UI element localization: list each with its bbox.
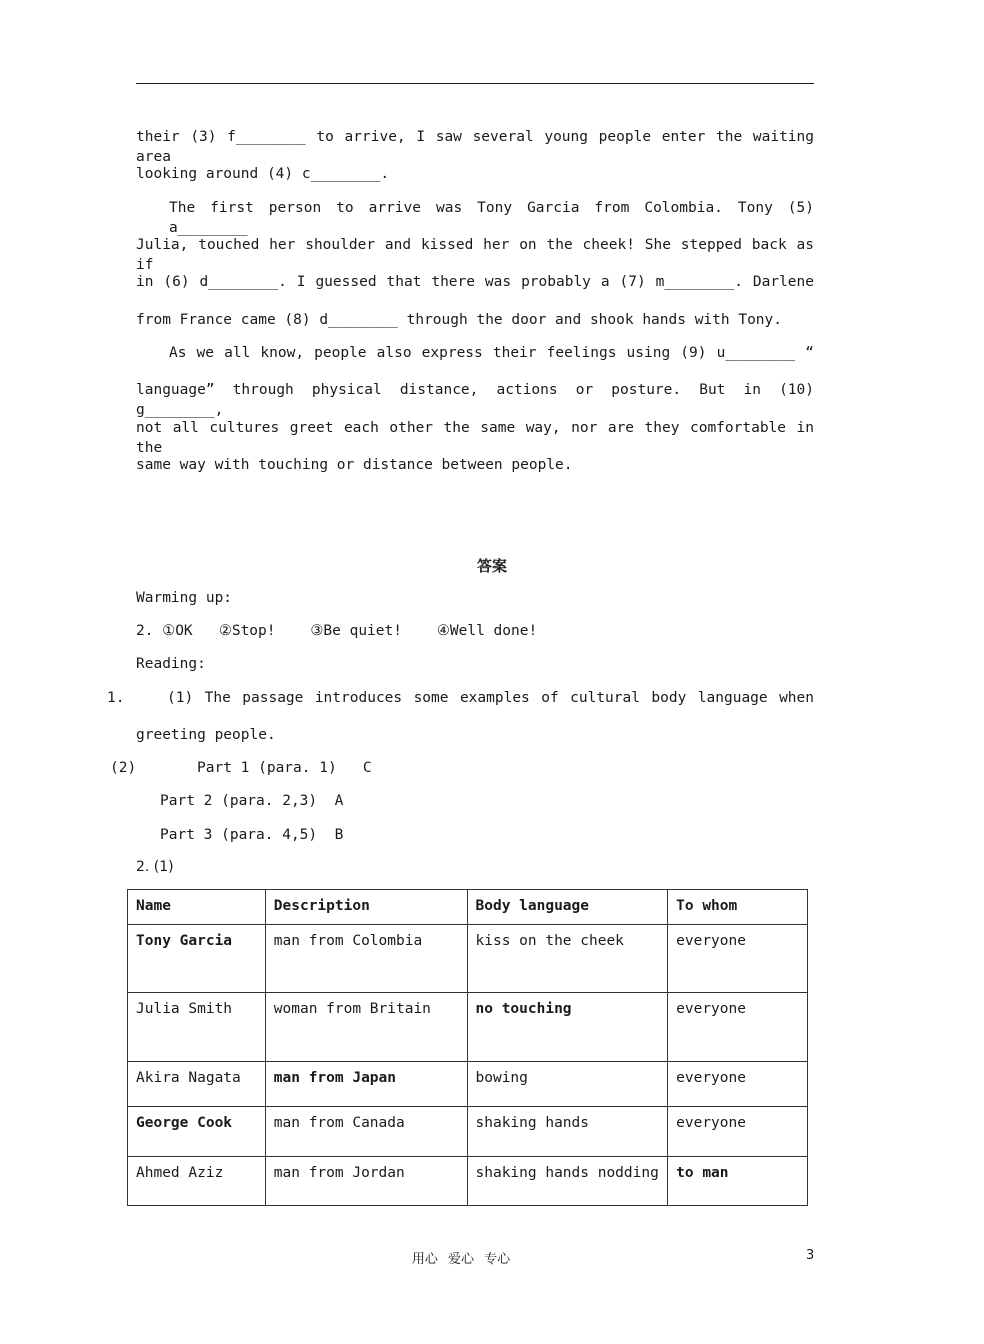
cell-body-language: shaking hands bbox=[467, 1107, 668, 1157]
part2-answer: Part 2 (para. 2,3) A bbox=[160, 793, 344, 809]
passage-line-9: not all cultures greet each other the same way, nor are they comfortable in the bbox=[136, 420, 814, 456]
table-row bbox=[128, 1157, 808, 1206]
cell-to-whom: everyone bbox=[668, 1107, 808, 1157]
table-header-row bbox=[128, 890, 808, 925]
passage-line-5: in (6) d________. I guessed that there was probably a (7) m________. Darlene bbox=[136, 274, 814, 290]
passage-line-6: from France came (8) d________ through the door and shook hands with Tony. bbox=[136, 312, 783, 328]
cell-name: Julia Smith bbox=[128, 993, 266, 1062]
question2-label: 2. (1) bbox=[136, 859, 174, 875]
cell-body-language: bowing bbox=[467, 1062, 668, 1107]
warming-up-label: Warming up: bbox=[136, 590, 233, 606]
cell-body-language: kiss on the cheek bbox=[467, 925, 668, 993]
cell-name: George Cook bbox=[128, 1107, 266, 1157]
passage-line-10: same way with touching or distance between people. bbox=[136, 457, 573, 473]
header-rule bbox=[136, 83, 814, 84]
cell-description: man from Canada bbox=[265, 1107, 467, 1157]
passage-line-4: Julia, touched her shoulder and kissed her on the cheek! She stepped back as if bbox=[136, 237, 814, 273]
item1-line2: greeting people. bbox=[136, 727, 276, 743]
header-to-whom: To whom bbox=[668, 890, 808, 925]
passage-line-2: looking around (4) c________. bbox=[136, 166, 390, 182]
table-row bbox=[128, 993, 808, 1062]
table-row bbox=[128, 1062, 808, 1107]
answer-table bbox=[127, 889, 808, 1206]
cell-name: Akira Nagata bbox=[128, 1062, 266, 1107]
part3-answer: Part 3 (para. 4,5) B bbox=[160, 827, 344, 843]
item2-number: (2) bbox=[110, 760, 137, 776]
table-row bbox=[128, 925, 808, 993]
answers-heading: 答案 bbox=[476, 557, 507, 575]
passage-line-3: The first person to arrive was Tony Garcia from Colombia. Tony (5) a________ bbox=[169, 200, 814, 236]
warming-up-answer: 2. ①OK ②Stop! ③Be quiet! ④Well done! bbox=[136, 623, 538, 639]
header-body-language: Body language bbox=[467, 890, 668, 925]
cell-name: Tony Garcia bbox=[128, 925, 266, 993]
cell-name: Ahmed Aziz bbox=[128, 1157, 266, 1206]
item1-line1: (1) The passage introduces some examples of cultural body language when bbox=[167, 690, 814, 706]
item1-number: 1. bbox=[107, 690, 125, 706]
cell-description: man from Colombia bbox=[265, 925, 467, 993]
passage-line-1: their (3) f________ to arrive, I saw several young people enter the waiting area bbox=[136, 129, 814, 165]
cell-description: man from Japan bbox=[265, 1062, 467, 1107]
table-row bbox=[128, 1107, 808, 1157]
cell-to-whom: to man bbox=[668, 1157, 808, 1206]
cell-description: man from Jordan bbox=[265, 1157, 467, 1206]
cell-body-language: shaking hands nodding bbox=[467, 1157, 668, 1206]
cell-body-language: no touching bbox=[467, 993, 668, 1062]
cell-to-whom: everyone bbox=[668, 993, 808, 1062]
page-number: 3 bbox=[806, 1248, 815, 1263]
passage-line-8: language” through physical distance, actions or posture. But in (10) g________, bbox=[136, 382, 814, 418]
reading-label: Reading: bbox=[136, 656, 206, 672]
cell-to-whom: everyone bbox=[668, 925, 808, 993]
part1-answer: Part 1 (para. 1) C bbox=[197, 760, 372, 776]
cell-description: woman from Britain bbox=[265, 993, 467, 1062]
passage-line-7: As we all know, people also express their feelings using (9) u________ “ bbox=[169, 345, 814, 361]
cell-to-whom: everyone bbox=[668, 1062, 808, 1107]
footer-motto: 用心 爱心 专心 bbox=[411, 1252, 511, 1267]
header-description: Description bbox=[265, 890, 467, 925]
header-name: Name bbox=[128, 890, 266, 925]
